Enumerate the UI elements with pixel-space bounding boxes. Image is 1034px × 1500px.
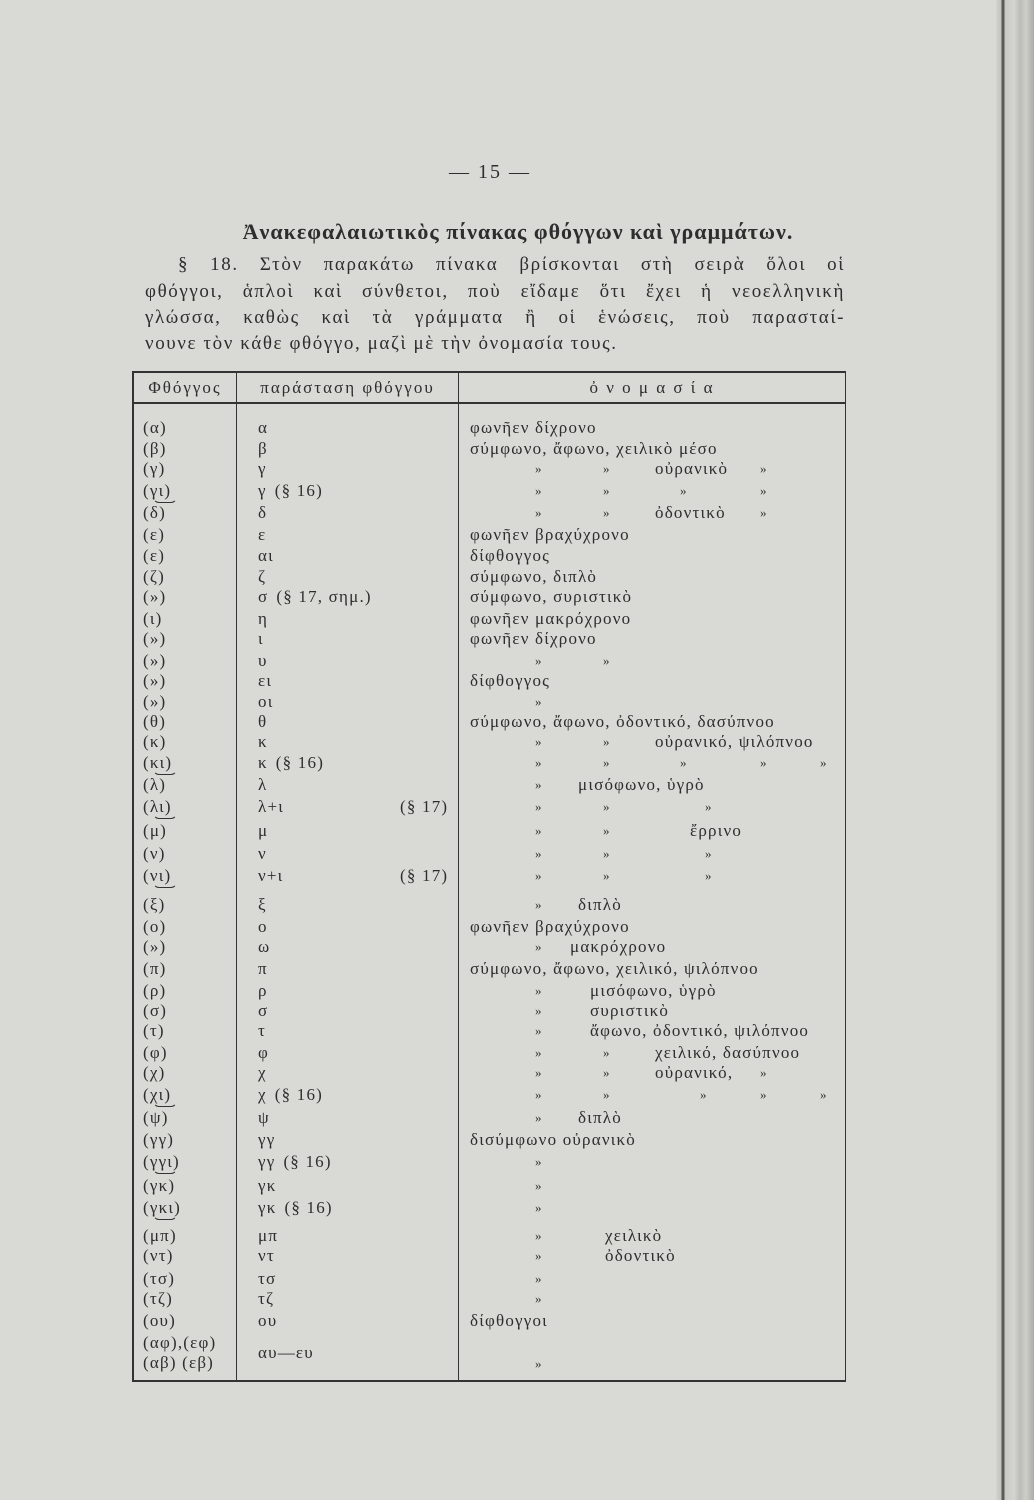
ditto-mark: » (535, 1178, 542, 1193)
sign-text: β (258, 439, 268, 458)
name-text: οὐρανικό, (655, 1063, 734, 1082)
sound-cell: (γγι) (143, 1152, 180, 1171)
ditto-mark: » (535, 1200, 542, 1215)
representation-cell (258, 691, 273, 713)
section-title: Ἀνακεφαλαιωτικὸς πίνακας φθόγγων καὶ γραμμάτων. (242, 219, 794, 244)
representation-cell (258, 752, 324, 774)
sign-text: ξ (258, 895, 267, 914)
section-reference: (§ 16) (275, 753, 325, 772)
ditto-mark: » (603, 755, 610, 770)
representation-cell (258, 1342, 314, 1364)
name-text: φωνῆεν βραχύχρονο (470, 525, 630, 544)
ditto-mark: » (535, 846, 542, 861)
ditto-mark: » (820, 755, 827, 770)
sign-text: ε (258, 525, 267, 544)
table-column-separator (458, 371, 459, 1382)
representation-cell (258, 1245, 275, 1267)
name-text: σύμφωνο, ἄφωνο, χειλικό, ψιλόπνοο (470, 959, 759, 978)
sign-text: τσ (258, 1269, 277, 1288)
representation-cell (258, 586, 372, 608)
sign-text: λ (258, 775, 268, 794)
ditto-mark: » (680, 755, 687, 770)
name-text: ἔρρινο (690, 821, 743, 840)
representation-cell (258, 458, 267, 480)
sign-text: τ (258, 1021, 267, 1040)
ditto-mark: » (535, 755, 542, 770)
section-reference: (§ 16) (283, 1152, 332, 1171)
representation-cell (258, 1084, 323, 1106)
representation-cell (258, 711, 267, 733)
representation-cell (258, 731, 268, 753)
sound-cell: (χ) (143, 1063, 166, 1082)
ditto-mark: » (700, 1087, 707, 1102)
ditto-mark: » (535, 1023, 542, 1038)
tie-mark (153, 813, 177, 819)
sign-text: χ (258, 1063, 267, 1082)
name-text: δίφθογγοι (470, 1311, 548, 1330)
representation-cell (258, 1062, 267, 1084)
ditto-mark: » (535, 1045, 542, 1060)
representation-cell (258, 545, 274, 567)
ditto-mark: » (535, 1291, 542, 1306)
ditto-mark: » (760, 483, 767, 498)
representation-cell (258, 480, 323, 502)
ditto-mark: » (603, 505, 610, 520)
sign-text: οι (258, 692, 274, 711)
ditto-mark: » (535, 505, 542, 520)
sound-cell: (») (143, 651, 167, 670)
ditto-mark: » (535, 1356, 542, 1371)
sound-cell: (ι) (143, 609, 163, 628)
name-text: οὐρανικὸ (655, 459, 729, 478)
sign-text: σ (258, 587, 269, 606)
representation-cell (258, 796, 284, 818)
tie-mark (153, 1214, 177, 1220)
section-reference: (§ 17) (400, 866, 449, 885)
sound-cell: (») (143, 671, 167, 690)
sound-cell: (γκι) (143, 1198, 181, 1217)
sign-text: μπ (258, 1226, 279, 1245)
sign-text: γ (258, 459, 267, 478)
name-text: μακρόχρονο (570, 937, 667, 956)
representation-cell (258, 438, 268, 460)
sign-text: γκ (258, 1176, 277, 1195)
representation-cell (258, 916, 268, 938)
sign-text: ο (258, 917, 268, 936)
ditto-mark: » (535, 939, 542, 954)
sound-cell: (π) (143, 959, 167, 978)
ditto-mark: » (535, 823, 542, 838)
sign-text: λ+ι (258, 797, 285, 816)
representation-cell (258, 417, 268, 439)
table-rule-bottom (133, 1380, 846, 1382)
representation-cell (258, 650, 268, 672)
sign-text: γκ (258, 1198, 277, 1217)
name-text: διπλὸ (578, 895, 622, 914)
sign-text: γ (258, 481, 267, 500)
table-rule-left (132, 371, 134, 1382)
tie-mark (153, 1168, 177, 1174)
sign-text: ψ (258, 1108, 270, 1127)
ditto-mark: » (760, 461, 767, 476)
representation-cell (258, 1129, 275, 1151)
ditto-mark: » (603, 1045, 610, 1060)
name-text: οὐρανικό, ψιλόπνοο (655, 732, 814, 751)
name-text: φωνῆεν δίχρονο (470, 629, 597, 648)
ditto-mark: » (535, 868, 542, 883)
representation-cell (258, 628, 264, 650)
sign-text: κ (258, 732, 268, 751)
sign-text: ρ (258, 981, 268, 1000)
sound-cell: (κ) (143, 732, 167, 751)
ditto-mark: » (760, 755, 767, 770)
sound-cell: (κι) (143, 753, 173, 772)
ditto-mark: » (705, 846, 712, 861)
sound-cell: (λ) (143, 775, 167, 794)
representation-cell (258, 843, 267, 865)
ditto-mark: » (760, 505, 767, 520)
sound-cell: (τσ) (143, 1269, 176, 1288)
representation-cell (258, 670, 272, 692)
sound-cell: (ο) (143, 917, 167, 936)
sound-cell: (τζ) (143, 1289, 173, 1308)
name-text: σύμφωνο, συριστικὸ (470, 587, 633, 606)
representation-cell (258, 1020, 266, 1042)
representation-cell (258, 502, 267, 524)
sign-text: ζ (258, 567, 267, 586)
name-text: ὀδοντικὸ (605, 1246, 676, 1265)
page-edge-stack (996, 0, 1034, 1500)
representation-cell (258, 524, 266, 546)
representation-cell (258, 1175, 276, 1197)
sound-cell: (α) (143, 418, 167, 437)
representation-cell (258, 894, 267, 916)
ditto-mark: » (603, 1087, 610, 1102)
ditto-mark: » (535, 694, 542, 709)
name-text: δίφθογγος (470, 671, 551, 690)
ditto-mark: » (535, 1228, 542, 1243)
ditto-mark: » (535, 1248, 542, 1263)
ditto-mark: » (680, 483, 687, 498)
ditto-mark: » (603, 799, 610, 814)
sign-text: γγ (258, 1130, 276, 1149)
sign-text: αυ—ευ (258, 1343, 314, 1362)
name-text: συριστικὸ (590, 1001, 670, 1020)
sign-text: δ (258, 503, 268, 522)
sound-cell: (ε) (143, 525, 166, 544)
ditto-mark: » (705, 799, 712, 814)
section-reference: (§ 16) (274, 1085, 324, 1104)
representation-cell (258, 1042, 269, 1064)
paragraph-line: φθόγγοι, ἁπλοὶ καὶ σύνθετοι, ποὺ εἴδαμε ὅτι ἔχει ἡ νεοελληνικὴ (145, 281, 845, 302)
sound-cell: (β) (143, 439, 167, 458)
ditto-mark: » (535, 777, 542, 792)
sound-cell: (δ) (143, 503, 166, 522)
header-name: ὀ ν ο μ α σ ί α (589, 378, 715, 397)
ditto-mark: » (705, 868, 712, 883)
sound-cell: (») (143, 587, 167, 606)
sound-cell: (νι) (143, 866, 172, 885)
sign-text: ν+ι (258, 866, 284, 885)
sound-cell: (») (143, 629, 167, 648)
name-text: ἄφωνο, ὀδοντικό, ψιλόπνοο (590, 1021, 810, 1040)
sound-cell: (ψ) (143, 1108, 169, 1127)
ditto-mark: » (535, 897, 542, 912)
representation-cell (258, 1197, 333, 1219)
representation-cell (258, 936, 270, 958)
ditto-mark: » (535, 483, 542, 498)
sound-cell: (») (143, 692, 167, 711)
ditto-mark: » (535, 983, 542, 998)
table-rule-header (133, 402, 846, 404)
sound-cell: (γκ) (143, 1176, 176, 1195)
ditto-mark: » (760, 1087, 767, 1102)
representation-cell (258, 958, 268, 980)
sound-cell: (ντ) (143, 1246, 174, 1265)
ditto-mark: » (820, 1087, 827, 1102)
sign-text: η (258, 609, 269, 628)
sound-cell: (ξ) (143, 895, 166, 914)
sign-text: αι (258, 546, 274, 565)
sign-text: ου (258, 1311, 278, 1330)
representation-cell (258, 1000, 268, 1022)
table-rule-right (845, 371, 846, 1382)
representation-cell (258, 1225, 278, 1247)
ditto-mark: » (535, 1087, 542, 1102)
representation-cell (258, 566, 266, 588)
sign-text: ν (258, 844, 267, 863)
representation-cell (258, 865, 283, 887)
ditto-mark: » (535, 1271, 542, 1286)
sound-cell: (») (143, 937, 167, 956)
sign-text: θ (258, 712, 268, 731)
ditto-mark: » (535, 1003, 542, 1018)
ditto-mark: » (603, 653, 610, 668)
header-representation: παράσταση φθόγγου (260, 378, 435, 397)
representation-cell (258, 1268, 276, 1290)
representation-cell (258, 980, 268, 1002)
name-text: σύμφωνο, ἄφωνο, χειλικὸ μέσο (470, 439, 718, 458)
table-column-separator (236, 371, 237, 1382)
sound-cell: (τ) (143, 1021, 165, 1040)
name-text: χειλικὸ (605, 1226, 663, 1245)
sign-text: ι (258, 629, 264, 648)
name-text: φωνῆεν δίχρονο (470, 418, 597, 437)
representation-cell (258, 1310, 277, 1332)
representation-cell (258, 608, 268, 630)
name-text: χειλικό, δασύπνοο (655, 1043, 801, 1062)
name-text: μισόφωνο, ὑγρὸ (578, 775, 705, 794)
representation-cell (258, 820, 268, 842)
ditto-mark: » (535, 799, 542, 814)
sign-text: κ (258, 753, 268, 772)
sound-cell: (ζ) (143, 567, 165, 586)
page-number: — 15 — (449, 161, 531, 183)
name-text: μισόφωνο, ὑγρὸ (590, 981, 717, 1000)
ditto-mark: » (603, 823, 610, 838)
ditto-mark: » (603, 846, 610, 861)
ditto-mark: » (760, 1065, 767, 1080)
ditto-mark: » (603, 483, 610, 498)
representation-cell (258, 1288, 274, 1310)
name-text: φωνῆεν βραχύχρονο (470, 917, 630, 936)
header-sound: Φθόγγος (148, 378, 222, 397)
sign-text: φ (258, 1043, 270, 1062)
sound-cell: (ε) (143, 546, 166, 565)
sound-cell: (ν) (143, 844, 166, 863)
ditto-mark: » (603, 461, 610, 476)
sound-cell-line-2: (αβ) (εβ) (143, 1353, 215, 1372)
ditto-mark: » (535, 1110, 542, 1125)
sign-text: ω (258, 937, 271, 956)
paragraph-line: § 18. Στὸν παρακάτω πίνακα βρίσκονται στὴ σειρὰ ὅλοι οἱ (178, 254, 845, 275)
sound-cell: (σ) (143, 1001, 168, 1020)
ditto-mark: » (535, 734, 542, 749)
ditto-mark: » (603, 1065, 610, 1080)
sound-cell: (ου) (143, 1311, 177, 1330)
ditto-mark: » (603, 868, 610, 883)
sound-cell: (γγ) (143, 1130, 175, 1149)
ditto-mark: » (535, 461, 542, 476)
sound-cell: (μπ) (143, 1226, 177, 1245)
sign-text: υ (258, 651, 268, 670)
section-reference: (§ 17) (400, 797, 449, 816)
sign-text: ει (258, 671, 273, 690)
name-text: σύμφωνο, διπλὸ (470, 567, 598, 586)
paragraph-line: νουνε τὸν κάθε φθόγγο, μαζὶ μὲ τὴν ὀνομασία τους. (145, 333, 618, 354)
representation-cell (258, 1151, 332, 1173)
sign-text: σ (258, 1001, 269, 1020)
paragraph-line: γλώσσα, καθὼς καὶ τὰ γράμματα ἢ οἱ ἑνώσεις, ποὺ παρασταί- (145, 307, 845, 328)
sign-text: π (258, 959, 268, 978)
ditto-mark: » (535, 653, 542, 668)
sign-text: χ (258, 1085, 267, 1104)
sound-cell: (λι) (143, 797, 172, 816)
sign-text: γγ (258, 1152, 276, 1171)
name-text: δισύμφωνο οὐρανικὸ (470, 1130, 636, 1149)
sound-cell: (θ) (143, 712, 167, 731)
sound-cell: (φ) (143, 1043, 168, 1062)
section-reference: (§ 16) (284, 1198, 333, 1217)
ditto-mark: » (535, 1154, 542, 1169)
ditto-mark: » (535, 1065, 542, 1080)
sound-cell: (γ) (143, 459, 166, 478)
name-text: φωνῆεν μακρόχρονο (470, 609, 632, 628)
sign-text: τζ (258, 1289, 275, 1308)
sound-cell: (χι) (143, 1085, 172, 1104)
tie-mark (153, 882, 177, 888)
sound-cell: (αφ),(εφ) (143, 1333, 217, 1352)
section-reference: (§ 17, σημ.) (276, 587, 372, 606)
name-text: ὀδοντικὸ (655, 503, 726, 522)
representation-cell (258, 1107, 270, 1129)
name-text: διπλὸ (578, 1108, 622, 1127)
sign-text: α (258, 418, 269, 437)
representation-cell (258, 774, 267, 796)
sound-cell: (ρ) (143, 981, 167, 1000)
sound-cell: (γι) (143, 481, 172, 500)
sound-cell: (μ) (143, 821, 168, 840)
sign-text: ντ (258, 1246, 275, 1265)
section-reference: (§ 16) (274, 481, 323, 500)
name-text: δίφθογγος (470, 546, 551, 565)
name-text: σύμφωνο, ἄφωνο, ὀδοντικό, δασύπνοο (470, 712, 775, 731)
sign-text: μ (258, 821, 269, 840)
ditto-mark: » (603, 734, 610, 749)
